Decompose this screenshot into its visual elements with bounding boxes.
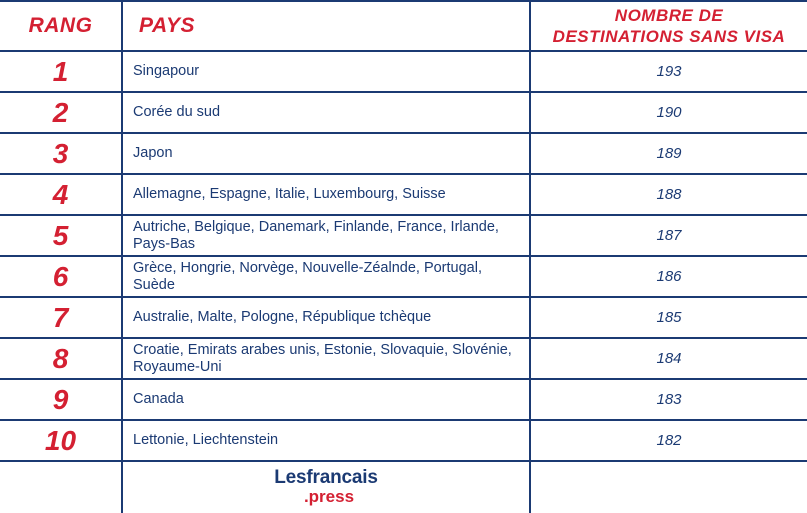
table-row <box>0 215 807 256</box>
row-rank: 6 <box>0 256 122 297</box>
row-countries: Corée du sud <box>122 92 530 133</box>
logo-wordmark <box>274 468 377 507</box>
row-countries: Croatie, Emirats arabes unis, Estonie, Slovaquie, Slovénie, Royaume-Uni <box>122 338 530 379</box>
row-countries: Singapour <box>122 51 530 92</box>
row-destinations: 184 <box>530 338 807 379</box>
row-rank: 8 <box>0 338 122 379</box>
row-rank: 4 <box>0 174 122 215</box>
row-countries: Lettonie, Liechtenstein <box>122 420 530 461</box>
row-rank: 3 <box>0 133 122 174</box>
footer-spacer-right <box>530 461 807 513</box>
table-row <box>0 338 807 379</box>
logo-top-text: Lesfrancais <box>274 467 378 489</box>
row-countries: Canada <box>122 379 530 420</box>
table-row <box>0 133 807 174</box>
row-destinations: 187 <box>530 215 807 256</box>
row-countries: Japon <box>122 133 530 174</box>
table-row <box>0 92 807 133</box>
header-destinations-line2: DESTINATIONS SANS VISA <box>552 27 786 46</box>
row-destinations: 183 <box>530 379 807 420</box>
row-destinations: 190 <box>530 92 807 133</box>
footer-spacer-left <box>0 461 122 513</box>
row-destinations: 188 <box>530 174 807 215</box>
row-destinations: 193 <box>530 51 807 92</box>
row-rank: 9 <box>0 379 122 420</box>
row-rank: 10 <box>0 420 122 461</box>
table-row <box>0 174 807 215</box>
site-logo <box>122 461 530 513</box>
header-destinations-line1: NOMBRE DE <box>614 5 724 25</box>
row-rank: 1 <box>0 51 122 92</box>
row-countries: Allemagne, Espagne, Italie, Luxembourg, Suisse <box>122 174 530 215</box>
header-destinations <box>530 1 807 51</box>
header-rank: RANG <box>0 1 122 51</box>
table-row <box>0 379 807 420</box>
logo-bottom-text: .press <box>303 486 355 506</box>
row-rank: 7 <box>0 297 122 338</box>
footer-row <box>0 461 807 513</box>
row-countries: Grèce, Hongrie, Norvège, Nouvelle-Zéalnde, Portugal, Suède <box>122 256 530 297</box>
row-destinations: 185 <box>530 297 807 338</box>
row-rank: 2 <box>0 92 122 133</box>
row-destinations: 189 <box>530 133 807 174</box>
row-countries: Autriche, Belgique, Danemark, Finlande, France, Irlande, Pays-Bas <box>122 215 530 256</box>
table-header-row <box>0 1 807 51</box>
row-destinations: 182 <box>530 420 807 461</box>
row-rank: 5 <box>0 215 122 256</box>
table-row <box>0 256 807 297</box>
row-destinations: 186 <box>530 256 807 297</box>
table-row <box>0 420 807 461</box>
row-countries: Australie, Malte, Pologne, République tchèque <box>122 297 530 338</box>
header-country: PAYS <box>122 1 530 51</box>
table-row <box>0 297 807 338</box>
table-row <box>0 51 807 92</box>
